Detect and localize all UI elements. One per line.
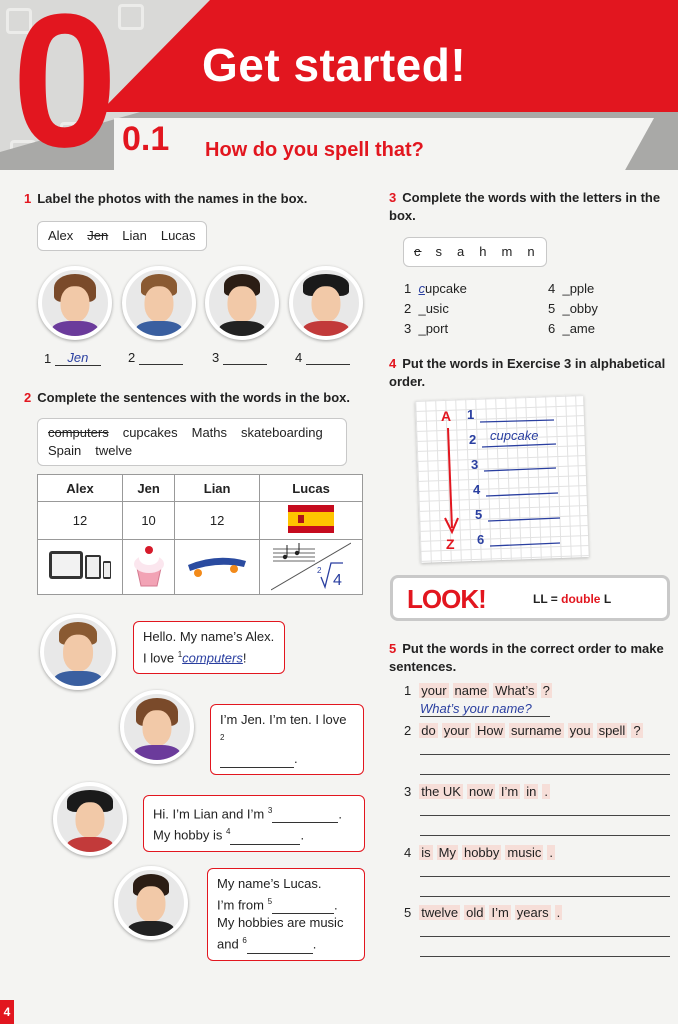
- table-header: Alex: [38, 475, 123, 502]
- ex5-answer-line-4a[interactable]: [420, 876, 670, 877]
- maths-music-icon: [260, 540, 363, 595]
- table-cell: 10: [123, 502, 175, 540]
- word-box-item: cupcakes: [122, 425, 178, 440]
- spain-flag-icon: [260, 502, 363, 540]
- ex1-label-2: 2: [128, 350, 183, 365]
- word-box-item: Maths: [191, 425, 228, 440]
- skateboard-icon: [175, 540, 260, 595]
- word-box-item: skateboarding: [241, 425, 323, 440]
- alpha-start-letter: A: [441, 408, 452, 424]
- letter-box-item-used: c: [414, 244, 422, 259]
- ex3-answer-1[interactable]: c: [418, 281, 425, 296]
- ex1-label-4: 4: [295, 350, 350, 365]
- word-box-item: Lucas: [160, 228, 196, 243]
- speech-bubble-jen: I’m Jen. I’m ten. I love $^2$ .: [210, 704, 364, 775]
- word-box-item-used: Jen: [87, 228, 109, 243]
- ex3-number: 3: [389, 190, 397, 205]
- ex3-item-1: 1 cupcake: [404, 281, 467, 296]
- ex1-answer-3[interactable]: [223, 364, 267, 365]
- ex5-answer-line-3b[interactable]: [420, 835, 670, 836]
- ex4-number: 4: [389, 356, 397, 371]
- ex1-answer-4[interactable]: [306, 364, 350, 365]
- word-box-item: Lian: [122, 228, 147, 243]
- letter-box-item: m: [501, 244, 514, 259]
- ex5-item-3: 3 the UK now I’m in .: [404, 784, 548, 799]
- ex5-item-1: 1 your name What’s ?: [404, 683, 550, 698]
- decor-square: [118, 4, 144, 30]
- page-title: Get started!: [202, 39, 467, 91]
- word-box-item-used: computers: [48, 425, 109, 440]
- letter-box-item: h: [479, 244, 488, 259]
- ex3-answer-2[interactable]: _: [418, 301, 426, 316]
- lesson-number: 0.1: [122, 120, 170, 158]
- photo-lian: [289, 266, 363, 340]
- ex2-word-box: [37, 418, 347, 466]
- ex5-answer-1[interactable]: What’s your name?: [420, 701, 550, 717]
- word-box-item: Alex: [48, 228, 74, 243]
- ex3-answer-3[interactable]: _: [418, 321, 426, 336]
- lesson-title: How do you spell that?: [205, 139, 424, 161]
- info-table: [37, 474, 363, 595]
- ex4-row-number: 6: [477, 532, 485, 547]
- table-cell: 12: [175, 502, 260, 540]
- ex5-item-4: 4 is My hobby music .: [404, 845, 553, 860]
- ex3-answer-4[interactable]: _: [562, 281, 570, 296]
- alpha-end-letter: Z: [446, 536, 455, 552]
- photo-lucas: [205, 266, 279, 340]
- alphabet-order-diagram: [436, 400, 576, 560]
- ex5-answer-line-2a[interactable]: [420, 754, 670, 755]
- photo-lian-bubble: [53, 782, 127, 856]
- ex2-answer-3[interactable]: [272, 822, 338, 823]
- ex5-item-5: 5 twelve old I’m years .: [404, 905, 561, 920]
- photo-lucas-bubble: [114, 866, 188, 940]
- svg-text:2: 2: [317, 565, 322, 575]
- ex4-row-number: 1: [467, 407, 475, 422]
- ex5-heading: [389, 640, 674, 676]
- ex4-row-number: 5: [475, 507, 483, 522]
- ex4-answer-2[interactable]: cupcake: [490, 428, 539, 443]
- svg-text:4: 4: [333, 571, 342, 589]
- ex3-heading: [389, 189, 669, 225]
- ex1-number: 1: [24, 191, 32, 206]
- ex5-instruction: Put the words in the correct order to make sentences.: [389, 641, 664, 674]
- computers-icon: [38, 540, 123, 595]
- ex1-heading: [24, 190, 364, 208]
- ex1-word-box: [37, 221, 207, 251]
- speech-bubble-alex: Hello. My name’s Alex. I love $^1$computers!: [133, 621, 285, 674]
- table-header: Lian: [175, 475, 260, 502]
- ex1-answer-2[interactable]: [139, 364, 183, 365]
- ex3-item-5: 5 _obby: [548, 301, 598, 316]
- table-header: Jen: [123, 475, 175, 502]
- look-box: [390, 575, 670, 621]
- ex3-item-2: 2 _usic: [404, 301, 449, 316]
- table-cell: 12: [38, 502, 123, 540]
- ex3-item-6: 6 _ame: [548, 321, 595, 336]
- ex5-answer-line-5a[interactable]: [420, 936, 670, 937]
- look-rule: LL = double L: [533, 592, 612, 606]
- ex1-label-3: 3: [212, 350, 267, 365]
- ex3-instruction: Complete the words with the letters in the box.: [389, 190, 661, 223]
- ex3-item-3: 3 _port: [404, 321, 449, 336]
- ex3-answer-6[interactable]: _: [562, 321, 570, 336]
- ex4-row-number: 4: [473, 482, 481, 497]
- letter-box-item: s: [435, 244, 443, 259]
- photo-alex: [122, 266, 196, 340]
- ex3-letter-box: [403, 237, 547, 267]
- ex2-instruction: Complete the sentences with the words in the box.: [37, 390, 351, 405]
- ex3-item-4: 4 _pple: [548, 281, 595, 296]
- ex4-instruction: Put the words in Exercise 3 in alphabetical order.: [389, 356, 666, 389]
- page-number: 4: [0, 1000, 14, 1024]
- letter-box-item: n: [527, 244, 536, 259]
- ex5-item-2: 2 do your How surname you spell ?: [404, 723, 641, 738]
- word-box-item: twelve: [95, 443, 133, 458]
- letter-box-item: a: [457, 244, 466, 259]
- look-heading: LOOK!: [407, 584, 486, 614]
- photo-jen: [38, 266, 112, 340]
- ex5-answer-line-3a[interactable]: [420, 815, 670, 816]
- photo-alex-bubble: [40, 614, 116, 690]
- ex2-answer-4[interactable]: [230, 844, 300, 845]
- ex2-answer-2[interactable]: [220, 767, 294, 768]
- ex3-answer-5[interactable]: _: [562, 301, 570, 316]
- table-header: Lucas: [260, 475, 363, 502]
- cupcake-icon: [123, 540, 175, 595]
- ex2-number: 2: [24, 390, 32, 405]
- ex2-heading: [24, 389, 364, 407]
- ex1-label-1: 1 Jen: [44, 350, 101, 366]
- word-box-item: Spain: [48, 443, 82, 458]
- speech-bubble-lucas: My name’s Lucas. I’m from $^5$ . My hobbies are music and $^6$ .: [207, 868, 365, 961]
- photo-jen-bubble: [120, 690, 194, 764]
- ex1-instruction: Label the photos with the names in the box.: [37, 191, 308, 206]
- ex5-number: 5: [389, 641, 397, 656]
- ex5-answer-line-5b[interactable]: [420, 956, 670, 957]
- ex4-row-number: 2: [469, 432, 477, 447]
- ex1-answer-1[interactable]: Jen: [55, 350, 101, 366]
- ex2-answer-6[interactable]: [247, 953, 313, 954]
- ex5-answer-line-2b[interactable]: [420, 774, 670, 775]
- ex4-row-number: 3: [471, 457, 479, 472]
- unit-number: 0: [12, 0, 114, 187]
- ex2-answer-1[interactable]: computers: [182, 650, 243, 666]
- ex4-heading: [389, 355, 674, 391]
- ex5-answer-line-4b[interactable]: [420, 896, 670, 897]
- speech-bubble-lian: Hi. I’m Lian and I’m $^3$ . My hobby is $^4$ .: [143, 795, 365, 852]
